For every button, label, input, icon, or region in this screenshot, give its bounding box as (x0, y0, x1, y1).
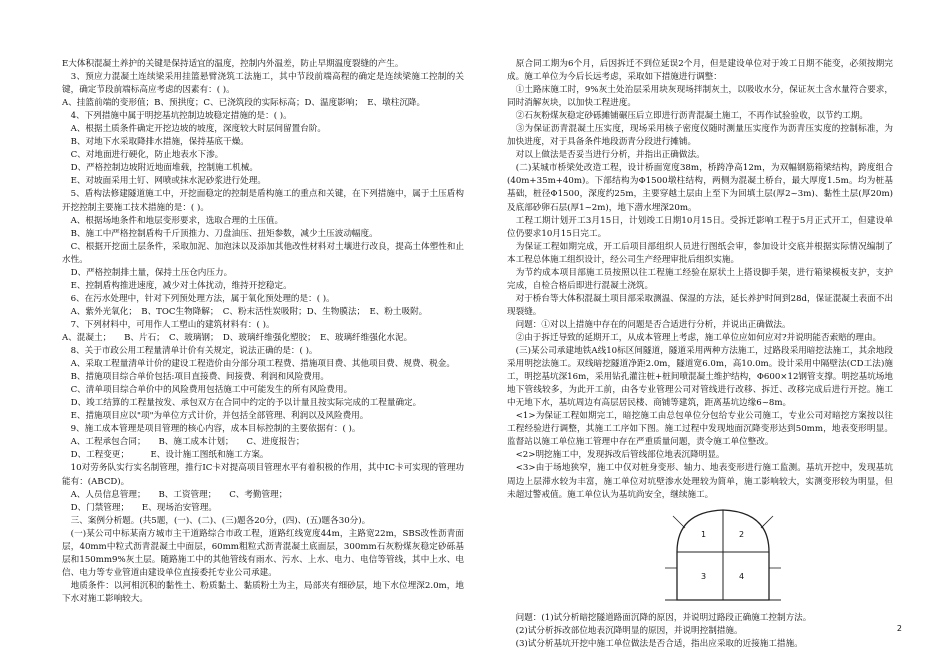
text-line: 6、在污水处理中，针对下列预处理方法，属于氧化预处理的是：( )。 (62, 293, 335, 304)
left-column (62, 58, 464, 606)
text-line: B、对地下水采取降排水措施，保持基底干燥。 (62, 137, 249, 148)
text-line: E、措施项目应以"项"为单位方式计价，并包括全部管理、利润以及风险费用。 (62, 411, 369, 422)
text-line: 为节约成本项目部施工员按照以往工程施工经验在原状土上搭设脚手架，进行箱梁模板支护，支护完成，自检合格后即进行混凝土浇筑。 (507, 267, 893, 291)
text-line: E、控制盾构推进速度，减少对土体扰动，维持开挖稳定。 (62, 280, 292, 291)
text-line: (3)试分析基坑开挖中施工单位做法是否合适，指出应采取的近接施工措施。 (507, 638, 803, 649)
text-line: C、根据开挖面土层条件，采取加泥、加泡沫以及添加其他改性材料对土壤进行改良，提高土体塑性和止水性。 (62, 241, 464, 265)
text-line: (2)试分析拆改部位地表沉降明显的原因，并说明控制措施。 (507, 625, 743, 636)
text-line: A、根据场地条件和地层变形要求，选取合理的土压值。 (62, 215, 284, 226)
text-line: 3、预应力混凝土连续梁采用挂篮悬臂浇筑工法施工，其中节段前端高程的确定是连续梁施工控制的关键，确定节段前端标高应考虑的因素有：( )。 (62, 72, 464, 96)
right-column-text-top (507, 58, 893, 502)
text-line: 9、施工成本管理是项目管理的核心内容，成本目标控制的主要依据有：( )。 (62, 424, 361, 435)
figure-label-4: 4 (739, 571, 745, 581)
figure-label-2: 2 (739, 529, 745, 539)
text-line: 对以上做法是否妥当进行分析，并指出正确做法。 (507, 150, 705, 161)
text-line: 问题：(1)试分析暗挖隧道路面沉降的原因，并说明过路段正确施工控制方法。 (507, 612, 812, 623)
text-line: <3>由于场地狭窄，施工中仅对桩身变形、轴力、地表变形进行施工监测。基坑开挖中，发现基坑周边上层滞水较为丰富，施工单位对坑壁渗水处理较为简单，施工影响较大，实测变形较为明显，但未超过警戒值。施工单位认为基坑尚安全，继续施工。 (507, 463, 893, 500)
tunnel-cross-section-diagram (657, 506, 789, 608)
page-number: 2 (896, 624, 902, 633)
text-line: 问题：①对以上措施中存在的问题是否合适进行分析，并说出正确做法。 (507, 319, 791, 330)
text-line: D、竣工结算的工程量按发、承包双方在合同中约定的予以计量且按实际完成的工程量确定。 (62, 398, 422, 409)
text-line: ②石灰粉煤灰稳定砂砾摊铺碾压后立即进行沥青混凝土施工，不再作试验验收，以节约工期。 (507, 111, 868, 122)
text-line: B、措施项目综合单价包括:项目直接费、间接费、利润和风险费用。 (62, 372, 330, 383)
text-line: 对于桥台等大体积混凝土项目部采取测温、保湿的方法，延长养护时间到28d，保证混凝土表面不出现裂缝。 (507, 293, 893, 317)
text-line: 10对劳务队实行实名制管理，推行IC卡对提高项目管理水平有着积极的作用，其中IC卡可实现的管理功能有：(ABCD)。 (62, 463, 464, 487)
text-line: A、根据土质条件确定开挖边坡的坡度，深度较大时层间留置台阶。 (62, 124, 327, 135)
text-line: 地质条件：以河相沉积的黏性土、粉质黏土、黏质粉土为主，局部夹有细砂层，地下水位埋深2.0m，地下水对施工影响较大。 (62, 580, 464, 604)
text-line: C、对地面进行硬化，防止地表水下渗。 (62, 150, 224, 161)
text-line: ③为保证沥青混凝土压实度，现场采用核子密度仪随时测量压实度作为沥青压实度的控制标准，为加快进度，对于具备条件地段沥青分段进行摊铺。 (507, 124, 893, 148)
text-line: A、工程承包合同； B、施工成本计划； C、进度报告； (62, 437, 305, 448)
text-line: <2>明挖施工中，发现拆改后管线部位地表沉降明显。 (507, 450, 725, 461)
text-line: E大体积混凝土养护的关键是保持适宜的温度，控制内外温差，防止早期温度裂缝的产生。 (62, 59, 404, 69)
text-line: D、工程变更； E、设计施工图纸和施工方案。 (62, 450, 269, 461)
text-line: 原合同工期为6个月，后因拆迁不到位延误2个月，但是建设单位对于竣工日期不能变，必须按期完成。施工单位为今后长远考虑，采取如下措施进行调整： (507, 59, 893, 83)
text-line: 三、案例分析题。(共5题，(一)、(二)、(三)题各20分，(四)、(五)题各30分)。 (62, 515, 371, 526)
figure-label-3: 3 (701, 571, 707, 581)
text-line: ②由于拆迁导致的延期开工，从成本管理上考虑，施工单位应如何应对?并说明能否索赔的理由。 (507, 332, 882, 343)
text-line: (二)某城市桥梁处改造工程，设计桥面宽度38m，桥跨净高12m，为双幅钢筋箱梁结构，跨度组合(40m+35m+40m)。下部结构为Φ1500墩柱结构，两侧为混凝土桥台，最大厚度1.5m。均为桩基基础，桩径Φ1500，深度约25m，主要穿越土层由上至下为回填土层(厚2~3m)、黏性土层(厚20m)及底部砂卵石层(厚1~2m)，地下潜水埋深20m。 (507, 163, 893, 213)
text-line: 7、下列材料中，可用作人工塑山的建筑材料有：( )。 (62, 319, 275, 330)
text-line: (一)某公司中标某南方城市主干道路综合市政工程，道路红线宽度44m，主路宽22m，SBS改性沥青面层，40mm中粒式沥青混凝土中面层，60mm粗粒式沥青混凝土底面层，300mm石灰粉煤灰稳定砂砾基层和150mm9%灰土层。随路施工中的其他管线有雨水、污水、上水、电力、电信等管线，其中上水、电信、电力等专业管道由建设单位直接委托专业公司承建。 (62, 528, 464, 578)
text-line: A、混凝土； B、片石； C、玻璃钢； D、玻璃纤维强化塑胶； E、玻璃纤维强化水泥。 (62, 332, 413, 343)
text-line: (三)某公司承建地铁A线10标区间隧道，隧道采用两种方法施工，过路段采用暗挖法施工，其余地段采用明挖法施工。双线暗挖隧道净距2.0m，隧道宽6.0m，高10.0m。设计采用中隔壁法(CD工法)施工，明挖基坑深16m，采用钻孔灌注桩+桩间喷混凝土维护结构，Φ600×12钢管支撑。明挖基坑场地地下管线较多，为此开工前，由各专业管理公司对管线进行改移、拆迁、改移完成后进行开挖。施工中无地下水，基坑周边有高层居民楼、商铺等建筑，距离基坑边缘6~8m。 (507, 346, 893, 409)
text-line: 为保证工程如期完成，开工后项目部组织人员进行图纸会审，参加设计交底并根据实际情况编制了本工程总体施工组织设计，经公司生产经理审批后组织实施。 (507, 241, 893, 265)
text-line: 工程工期计划开工3月15日，计划竣工日期10月15日。受拆迁影响工程于5月正式开工，但建设单位仍要求10月15日完工。 (507, 215, 893, 239)
text-line: 8、关于市政公用工程量清单计价有关规定，说法正确的是：( )。 (62, 346, 318, 357)
text-line: A、挂篮前端的变形值；B、预拱度；C、已浇筑段的实际标高；D、温度影响； E、墩柱沉降。 (62, 98, 426, 109)
text-line: D、严格控制排土量，保持土压仓内压力。 (62, 267, 233, 278)
text-line: C、清单项目综合单价中的风险费用包括施工中可能发生的所有风险费用。 (62, 385, 353, 396)
text-line: D、门禁管理； E、现场治安管理。 (62, 502, 217, 513)
text-line: D、严格控制边坡附近地面堆载，控制施工机械。 (62, 163, 258, 174)
text-line: <1>为保证工程如期完工，暗挖施工由总包单位分包给专业公司施工，专业公司对暗挖方案按以往工程经验进行调整，其施工工序如下图。施工过程中发现地面沉降变形达到50mm，地表变形明显。监督站以施工单位施工管理中存在严重质量问题，责令施工单位整改。 (507, 411, 893, 448)
figure-label-1: 1 (701, 529, 707, 539)
text-line: ①土路床施工时，9%灰土处治层采用块灰现场拌制灰土，以吸收水分，保证灰土含水量符合要求，同时消解灰块，以加快工程进度。 (507, 85, 893, 109)
text-line: A、采取工程量清单计价的建设工程造价由分部分项工程费、措施项目费、其他项目费、规费、税金。 (62, 359, 455, 370)
text-line: 4、下列措施中属于明挖基坑控制边坡稳定措施的是：( )。 (62, 111, 292, 122)
text-line: A、紫外光氧化； B、TOC生物降解； C、粉末活性炭吸附；D、生物膜法； E、粉土吸附。 (62, 306, 428, 317)
text-line: A、人员信息管理； B、工资管理； C、考勤管理； (62, 489, 288, 500)
right-column (507, 58, 893, 651)
right-column-text-bottom (507, 612, 893, 651)
text-line: B、施工中严格控制盾构千斤顶推力、刀盘油压、扭矩参数，减少土压波动幅度。 (62, 228, 378, 239)
construction-sequence-figure (657, 506, 789, 608)
text-line: E、对坡面采用土钉、网喷或抹水泥砂浆进行处理。 (62, 176, 266, 187)
text-line: 5、盾构法修建隧道施工中，开挖面稳定的控制是盾构施工的重点和关键，在下列措施中，属于土压盾构开挖控制主要施工技术措施的是：( )。 (62, 189, 464, 213)
